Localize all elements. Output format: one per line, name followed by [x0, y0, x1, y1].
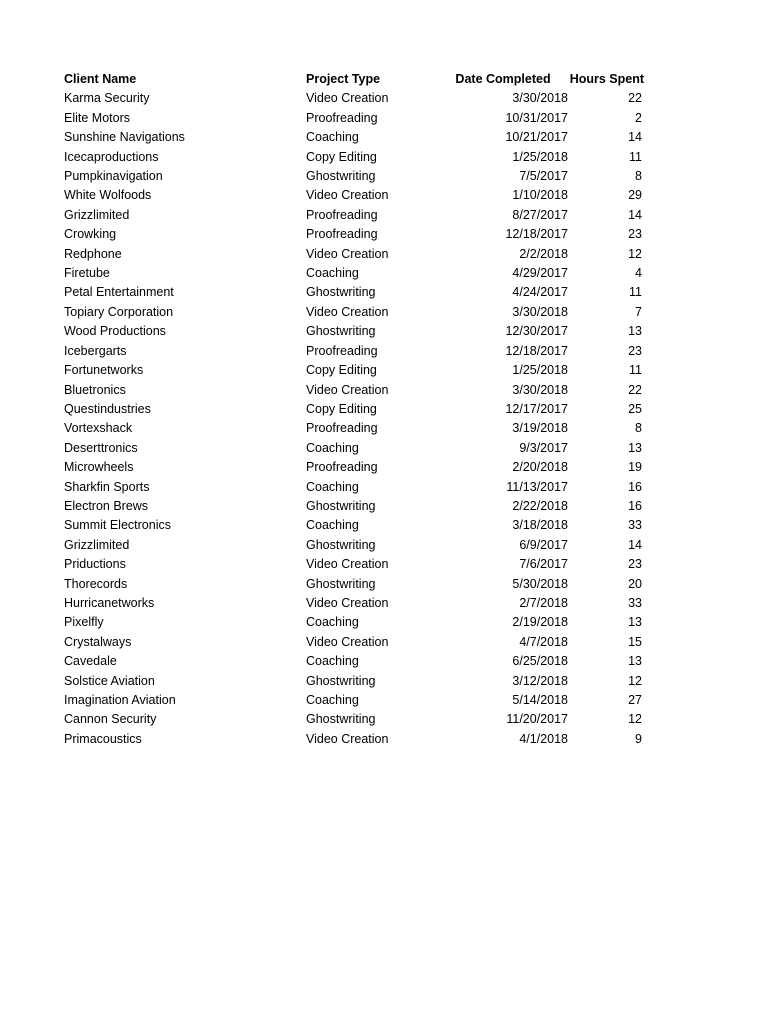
hours-spent-cell: 12: [628, 246, 642, 261]
header-row: [64, 70, 646, 89]
hours-spent-cell: 22: [628, 91, 642, 106]
date-completed-cell: 3/19/2018: [512, 421, 568, 436]
project-type-cell: Ghostwriting: [306, 576, 376, 591]
client-projects-table: [64, 70, 646, 749]
date-completed-cell: 2/19/2018: [512, 615, 568, 630]
table-row: [64, 575, 646, 594]
date-completed-cell: 2/7/2018: [519, 595, 568, 610]
hours-spent-cell: 27: [628, 693, 642, 707]
table-row: [64, 167, 646, 186]
table-row: [64, 381, 646, 400]
table-row: [64, 400, 646, 419]
hours-spent-cell: 14: [628, 537, 642, 552]
table-row: [64, 691, 646, 710]
project-type-cell: Proofreading: [306, 227, 378, 242]
client-name-cell: Firetube: [64, 266, 110, 281]
date-completed-cell: 3/18/2018: [512, 518, 568, 533]
hours-spent-cell: 23: [628, 343, 642, 358]
table-row: [64, 613, 646, 632]
client-name-cell: Cannon Security: [64, 712, 157, 727]
hours-spent-cell: 14: [628, 130, 642, 145]
project-type-cell: Ghostwriting: [306, 712, 376, 727]
hours-spent-cell: 16: [628, 498, 642, 513]
client-name-cell: Elite Motors: [64, 110, 130, 125]
client-name-cell: Questindustries: [64, 401, 151, 416]
project-type-cell: Video Creation: [306, 91, 389, 106]
date-completed-cell: 6/9/2017: [519, 537, 568, 552]
date-completed-cell: 5/30/2018: [512, 576, 568, 591]
project-type-cell: Video Creation: [306, 382, 389, 397]
client-name-cell: Pixelfly: [64, 615, 104, 630]
client-name-cell: Vortexshack: [64, 421, 133, 436]
date-completed-cell: 3/30/2018: [512, 91, 568, 106]
date-completed-cell: 11/20/2017: [506, 712, 568, 727]
client-name-cell: Fortunetworks: [64, 363, 144, 378]
project-type-cell: Coaching: [306, 479, 359, 494]
date-completed-cell: 2/2/2018: [519, 246, 568, 261]
table-row: [64, 148, 646, 167]
project-type-cell: Coaching: [306, 130, 359, 145]
table-row: [64, 245, 646, 264]
project-type-cell: Video Creation: [306, 557, 389, 572]
hours-spent-cell: 7: [635, 304, 642, 319]
hours-spent-cell: 15: [628, 634, 642, 649]
date-completed-cell: 1/25/2018: [512, 363, 568, 378]
project-type-cell: Copy Editing: [306, 149, 377, 164]
table-row: [64, 303, 646, 322]
table-row: [64, 419, 646, 438]
table-row: [64, 555, 646, 574]
date-completed-cell: 4/24/2017: [512, 285, 568, 300]
hours-spent-cell: 4: [635, 266, 642, 281]
project-type-cell: Video Creation: [306, 731, 389, 746]
client-name-cell: Redphone: [64, 246, 122, 261]
header-project-type: Project Type: [306, 72, 381, 86]
table-row: [64, 225, 646, 244]
client-name-cell: Wood Productions: [64, 324, 166, 339]
date-completed-cell: 12/18/2017: [505, 343, 568, 358]
date-completed-cell: 3/12/2018: [512, 673, 568, 688]
date-completed-cell: 9/3/2017: [519, 440, 568, 455]
project-type-cell: Ghostwriting: [306, 324, 376, 339]
client-name-cell: Bluetronics: [64, 382, 126, 397]
hours-spent-cell: 33: [628, 595, 642, 610]
hours-spent-cell: 14: [628, 207, 642, 222]
table-row: [64, 730, 646, 749]
client-name-cell: Summit Electronics: [64, 518, 171, 533]
hours-spent-cell: 23: [628, 227, 642, 242]
table-row: [64, 710, 646, 729]
client-name-cell: Deserttronics: [64, 440, 138, 455]
date-completed-cell: 12/30/2017: [505, 324, 568, 339]
table-row: [64, 439, 646, 458]
header-hours-spent: Hours Spent: [569, 72, 644, 86]
project-type-cell: Video Creation: [306, 634, 389, 649]
project-type-cell: Proofreading: [306, 110, 378, 125]
spreadsheet-page: [64, 70, 646, 749]
date-completed-cell: 3/30/2018: [512, 304, 568, 319]
table-row: [64, 186, 646, 205]
client-name-cell: Petal Entertainment: [64, 285, 174, 300]
project-type-cell: Coaching: [306, 266, 359, 281]
header-date-completed: Date Completed: [455, 72, 551, 86]
hours-spent-cell: 2: [635, 110, 642, 125]
date-completed-cell: 6/25/2018: [512, 654, 568, 669]
table-row: [64, 109, 646, 128]
date-completed-cell: 4/1/2018: [519, 731, 568, 746]
project-type-cell: Video Creation: [306, 595, 389, 610]
hours-spent-cell: 29: [628, 188, 642, 203]
table-row: [64, 594, 646, 613]
client-name-cell: Sharkfin Sports: [64, 479, 150, 494]
project-type-cell: Ghostwriting: [306, 169, 376, 184]
client-name-cell: Primacoustics: [64, 731, 142, 746]
project-type-cell: Video Creation: [306, 188, 389, 203]
hours-spent-cell: 11: [629, 285, 642, 300]
date-completed-cell: 12/17/2017: [505, 401, 568, 416]
client-name-cell: Hurricanetworks: [64, 595, 155, 610]
table-row: [64, 633, 646, 652]
project-type-cell: Proofreading: [306, 207, 378, 222]
project-type-cell: Proofreading: [306, 421, 378, 436]
date-completed-cell: 12/18/2017: [505, 227, 568, 242]
hours-spent-cell: 11: [629, 363, 642, 378]
hours-spent-cell: 13: [628, 654, 642, 669]
hours-spent-cell: 13: [628, 615, 642, 630]
project-type-cell: Ghostwriting: [306, 498, 376, 513]
date-completed-cell: 5/14/2018: [512, 693, 568, 707]
hours-spent-cell: 12: [628, 673, 642, 688]
client-name-cell: Crystalways: [64, 634, 132, 649]
client-name-cell: Cavedale: [64, 654, 117, 669]
hours-spent-cell: 8: [635, 169, 642, 184]
hours-spent-cell: 8: [635, 421, 642, 436]
client-name-cell: Electron Brews: [64, 498, 149, 513]
date-completed-cell: 4/7/2018: [519, 634, 568, 649]
table-body: [64, 89, 646, 749]
table-row: [64, 497, 646, 516]
hours-spent-cell: 23: [628, 557, 642, 572]
project-type-cell: Ghostwriting: [306, 285, 376, 300]
project-type-cell: Copy Editing: [306, 363, 377, 378]
client-name-cell: Grizzlimited: [64, 207, 130, 222]
table-row: [64, 283, 646, 302]
date-completed-cell: 1/10/2018: [512, 188, 568, 203]
date-completed-cell: 2/20/2018: [512, 460, 568, 475]
table-row: [64, 206, 646, 225]
table-row: [64, 478, 646, 497]
project-type-cell: Coaching: [306, 440, 359, 455]
client-name-cell: Pumpkinavigation: [64, 169, 163, 184]
project-type-cell: Proofreading: [306, 460, 378, 475]
client-name-cell: White Wolfoods: [64, 188, 152, 203]
table-row: [64, 672, 646, 691]
client-name-cell: Crowking: [64, 227, 117, 242]
table-row: [64, 89, 646, 108]
project-type-cell: Coaching: [306, 654, 359, 669]
hours-spent-cell: 22: [628, 382, 642, 397]
date-completed-cell: 10/31/2017: [505, 110, 568, 125]
date-completed-cell: 11/13/2017: [506, 479, 568, 494]
client-name-cell: Imagination Aviation: [64, 693, 176, 707]
date-completed-cell: 7/5/2017: [519, 169, 568, 184]
hours-spent-cell: 16: [628, 479, 642, 494]
project-type-cell: Coaching: [306, 518, 359, 533]
date-completed-cell: 3/30/2018: [512, 382, 568, 397]
project-type-cell: Copy Editing: [306, 401, 377, 416]
client-name-cell: Icebergarts: [64, 343, 127, 358]
table-row: [64, 322, 646, 341]
client-name-cell: Thorecords: [64, 576, 128, 591]
project-type-cell: Video Creation: [306, 246, 389, 261]
hours-spent-cell: 25: [628, 401, 642, 416]
date-completed-cell: 10/21/2017: [505, 130, 568, 145]
hours-spent-cell: 12: [628, 712, 642, 727]
project-type-cell: Ghostwriting: [306, 673, 376, 688]
client-name-cell: Microwheels: [64, 460, 134, 475]
project-type-cell: Ghostwriting: [306, 537, 376, 552]
hours-spent-cell: 13: [628, 440, 642, 455]
client-name-cell: Priductions: [64, 557, 126, 572]
client-name-cell: Grizzlimited: [64, 537, 130, 552]
table-row: [64, 536, 646, 555]
client-name-cell: Karma Security: [64, 91, 150, 106]
hours-spent-cell: 9: [635, 731, 642, 746]
project-type-cell: Coaching: [306, 693, 359, 707]
client-name-cell: Topiary Corporation: [64, 304, 174, 319]
table-row: [64, 264, 646, 283]
hours-spent-cell: 13: [628, 324, 642, 339]
hours-spent-cell: 11: [629, 149, 642, 164]
date-completed-cell: 4/29/2017: [512, 266, 568, 281]
client-name-cell: Sunshine Navigations: [64, 130, 185, 145]
hours-spent-cell: 33: [628, 518, 642, 533]
date-completed-cell: 8/27/2017: [512, 207, 568, 222]
client-name-cell: Solstice Aviation: [64, 673, 155, 688]
project-type-cell: Video Creation: [306, 304, 389, 319]
table-row: [64, 361, 646, 380]
date-completed-cell: 2/22/2018: [512, 498, 568, 513]
date-completed-cell: 1/25/2018: [512, 149, 568, 164]
project-type-cell: Coaching: [306, 615, 359, 630]
table-row: [64, 458, 646, 477]
hours-spent-cell: 19: [628, 460, 642, 475]
date-completed-cell: 7/6/2017: [519, 557, 568, 572]
header-client-name: Client Name: [64, 72, 137, 86]
table-row: [64, 652, 646, 671]
table-row: [64, 516, 646, 535]
table-row: [64, 342, 646, 361]
hours-spent-cell: 20: [628, 576, 642, 591]
table-row: [64, 128, 646, 147]
project-type-cell: Proofreading: [306, 343, 378, 358]
client-name-cell: Icecaproductions: [64, 149, 159, 164]
